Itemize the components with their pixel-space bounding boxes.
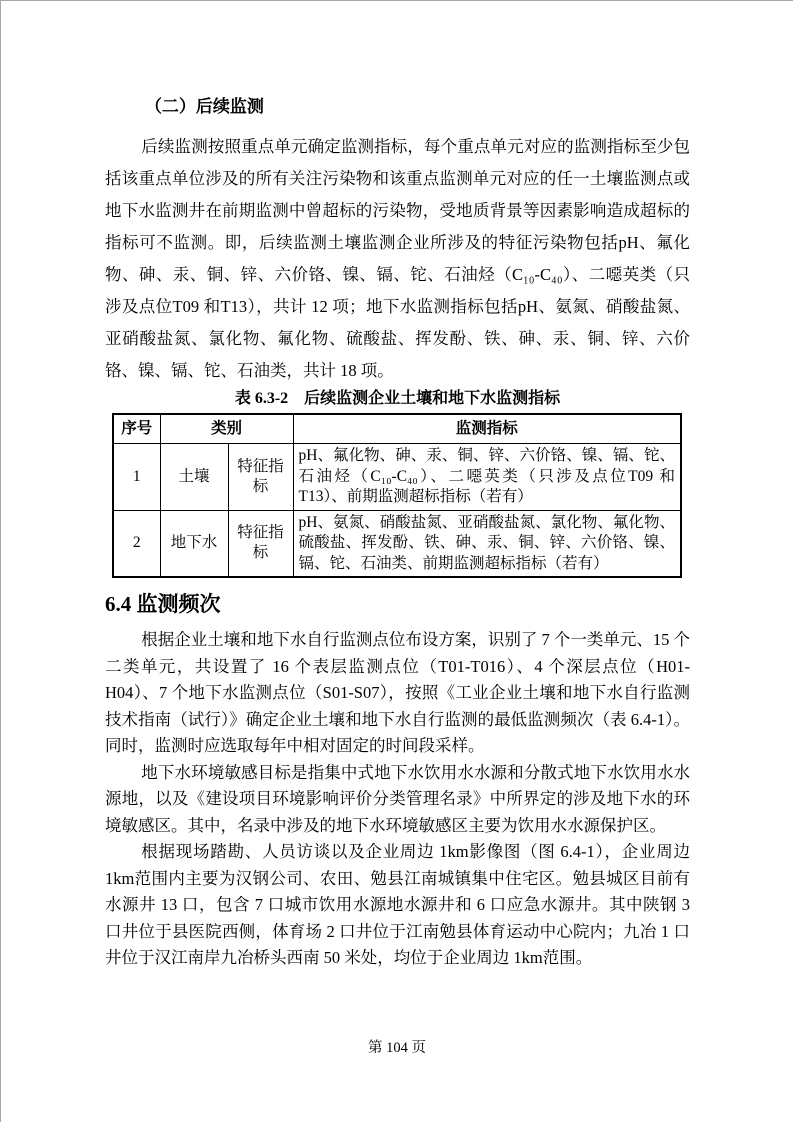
page-number: 第 104 页 bbox=[368, 1040, 426, 1056]
cell-serial-no: 2 bbox=[113, 510, 160, 577]
section-heading-monitoring-frequency: 6.4 监测频次 bbox=[105, 592, 221, 616]
paragraph-monitoring-frequency: 根据企业土壤和地下水自行监测点位布设方案，识别了 7 个一类单元、15 个二类单元，共设置了 16 个表层监测点位（T01-T016）、4 个深层点位（H01-H04）、7 个地下水监测点位（S01-S07），按照《工业企业土壤和地下水自行监测技术指南（试行）》确定企业土壤和地下水自行监测的最低监测频次（表 6.4-1）。同时，监测时应选取每年中相对固定的时间段采样。 bbox=[105, 630, 690, 755]
column-header-indicators: 监测指标 bbox=[293, 414, 681, 444]
paragraph-groundwater-sensitive-targets: 地下水环境敏感目标是指集中式地下水饮用水水源和分散式地下水饮用水水源地，以及《建设项目环境影响评价分类管理名录》中所界定的涉及地下水的环境敏感区。其中，名录中涉及的地下水环境敏感区主要为饮用水水源保护区。 bbox=[105, 762, 690, 835]
subsection-title-followup-monitoring: （二）后续监测 bbox=[144, 97, 264, 116]
column-header-category: 类别 bbox=[160, 414, 293, 444]
cell-medium-type: 地下水 bbox=[160, 510, 228, 577]
cell-indicator-category: 特征指标 bbox=[228, 510, 293, 577]
table-caption: 表 6.3-2 后续监测企业土壤和地下水监测指标 bbox=[234, 390, 561, 407]
paragraph-site-survey-wells: 根据现场踏勘、人员访谈以及企业周边 1km影像图（图 6.4-1），企业周边 1km范围内主要为汉钢公司、农田、勉县江南城镇集中住宅区。勉县城区目前有水源井 13 口，包含 7 口城市饮用水源地水源井和 6 口应急水源井。其中陕钢 3 口井位于县医院西侧，体育场 2 口井位于江南勉县体育运动中心院内；九冶 1 口井位于汉江南岸九冶桥头西南 50 米处，均位于企业周边 1km范围。 bbox=[105, 842, 690, 967]
cell-serial-no: 1 bbox=[113, 444, 160, 511]
cell-indicator-list: pH、氟化物、砷、汞、铜、锌、六价铬、镍、镉、铊、石油烃（C₁₀-C₄₀）、二噁英类（只涉及点位T09 和T13）、前期监测超标指标（若有） bbox=[293, 444, 681, 511]
table-row-soil bbox=[113, 444, 681, 511]
monitoring-indicators-table bbox=[112, 413, 682, 578]
paragraph-followup-monitoring: 后续监测按照重点单元确定监测指标，每个重点单元对应的监测指标至少包括该重点单位涉及的所有关注污染物和该重点监测单元对应的任一土壤监测点或地下水监测井在前期监测中曾超标的污染物，受地质背景等因素影响造成超标的指标可不监测。即，后续监测土壤监测企业所涉及的特征污染物包括pH、氟化物、砷、汞、铜、锌、六价铬、镍、镉、铊、石油烃（C₁₀-C₄₀）、二噁英类（只涉及点位T09 和T13），共计 12 项；地下水监测指标包括pH、氨氮、硝酸盐氮、亚硝酸盐氮、氯化物、氟化物、硫酸盐、挥发酚、铁、砷、汞、铜、锌、六价铬、镍、镉、铊、石油类，共计 18 项。 bbox=[105, 137, 690, 380]
cell-medium-type: 土壤 bbox=[160, 444, 228, 511]
cell-indicator-category: 特征指标 bbox=[228, 444, 293, 511]
page-content bbox=[1, 1, 793, 972]
column-header-serial-no: 序号 bbox=[113, 414, 160, 444]
table-header-row bbox=[113, 414, 681, 444]
cell-indicator-list: pH、氨氮、硝酸盐氮、亚硝酸盐氮、氯化物、氟化物、硫酸盐、挥发酚、铁、砷、汞、铜、锌、六价铬、镍、镉、铊、石油类、前期监测超标指标（若有） bbox=[293, 510, 681, 577]
table-row-groundwater bbox=[113, 510, 681, 577]
